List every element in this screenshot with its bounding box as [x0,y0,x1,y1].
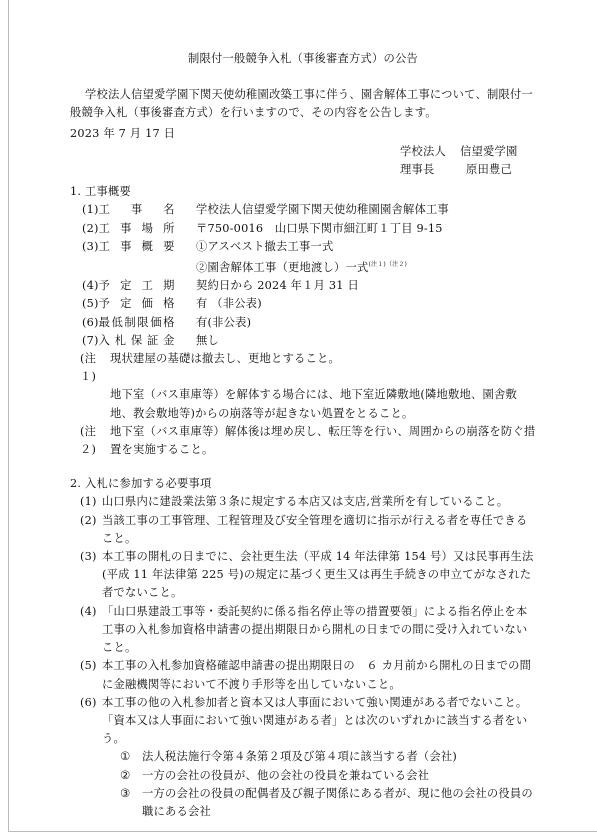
row-label: 予 定 工 期 [98,279,175,293]
item-text: 本工事の入札参加資格確認申請書の提出期限日の ６ カ月前から開札の日までの間に金融機関等において不渡り手形等を出していないこと。 [102,659,532,691]
row-number: (5) [82,297,99,311]
item-number: (4) [80,604,97,618]
issuer-role: 理事長 [400,163,435,177]
row-value: 有 （非公表) [196,297,262,311]
note-label: (注１) [80,352,97,384]
sub-item [70,767,536,785]
sub-item [70,748,536,766]
row-label: 工 事 場 所 [98,221,175,235]
section-heading: 2. 入札に参加する必要事項 [70,477,212,491]
overview-row [70,332,536,350]
row-number: (7) [82,333,99,347]
requirement-item [70,493,536,511]
sub-item-text: 一方の会社の役員が、他の会社の役員を兼ねている会社 [142,768,430,782]
item-text: 本工事の他の入札参加者と資本又は人事面において強い関連がある者でないこと。「資本又は人事面において強い関連がある者」とは次のいずれかに該当する者をいう。 [102,695,528,746]
issuer-person: 原田豊己 [466,163,512,177]
row-value: 学校法人信望愛学園下関天使幼稚園園舎解体工事 [196,203,449,217]
item-number: (6) [80,695,97,709]
item-number: (2) [80,513,97,527]
section-requirements [70,475,536,821]
row-number: (6) [82,315,99,329]
requirement-item [70,603,536,658]
notice-title: 制限付一般競争入札（事後審査方式）の公告 [188,52,418,65]
note-text: 現状建屋の基礎は撤去し、更地とすること。 [110,352,340,366]
item-number: (1) [80,495,97,509]
requirement-item [70,657,536,693]
row-number: (1) [82,203,99,217]
sub-item-text: 法人税法施行令第４条第２項及び第４項に該当する者（会社) [142,750,458,764]
requirement-item [70,512,536,548]
notice-date: 2023 年 7 月 17 日 [70,126,176,140]
sub-item [70,785,536,821]
requirement-item [70,694,536,749]
overview-row [70,295,536,313]
note-item [70,423,536,459]
intro-paragraph: 学校法人信望愛学園下関天使幼稚園改築工事に伴う、園舎解体工事について、制限付一般競争入札（事後審査方式）を行いますので、その内容を公告します。 [70,88,533,120]
row-value: ②園舎解体工事（更地渡し）一式 [196,261,369,275]
sub-item-number: ② [120,768,131,782]
note-text: 地下室（バス車庫等）解体後は埋め戻し、転圧等を行い、周囲からの崩落を防ぐ措置を実施すること。 [110,424,536,457]
row-number: (2) [82,221,99,235]
issuer-org-name: 信望愛学園 [460,144,518,158]
requirement-item [70,548,536,603]
section-overview [70,183,536,459]
row-label: 予 定 価 格 [98,297,175,311]
row-value: 〒750-0016 山口県下関市細江町１丁目 9-15 [196,221,443,235]
row-label: 工 事 名 [98,203,175,217]
overview-row [70,314,536,332]
note-continuation: 地下室（バス車庫等）を解体する場合には、地下室近隣敷地(隣地敷地、園舎敷地、教会敷地等)からの崩落等が起きない処置をとること。 [110,388,518,420]
sub-item-number: ③ [120,786,131,800]
item-number: (3) [80,550,97,564]
row-label: 入札保証金 [98,333,175,347]
issuer-org-label: 学校法人 [400,144,446,158]
issuer-block [70,143,536,179]
row-number: (3) [82,239,99,253]
row-value: 無し [196,333,219,347]
item-text: 当該工事の工事管理、工程管理及び安全管理を適切に指示が行える者を専任できること。 [102,513,528,545]
note-item [70,350,536,386]
note-reference: (注１)（注２) [368,261,408,269]
section-heading: 1. 工事概要 [70,185,131,199]
overview-row [70,277,536,295]
note-label: (注２) [80,424,97,457]
sub-item-text: 一方の会社の役員の配偶者及び親子関係にある者が、現に他の会社の役員の職にある会社 [142,786,533,818]
row-label: 最低制限価格 [98,315,175,329]
row-number: (4) [82,279,99,293]
item-text: 「山口県建設工事等・委託契約に係る指名停止等の措置要領」による指名停止を本工事の入札参加資格申請書の提出期限日から開札の日までの間に受け入れていないこと。 [102,604,528,655]
item-text: 本工事の開札の日までに、会社更生法（平成 14 年法律第 154 号）又は民事再生法(平成 11 年法律第 225 号)の規定に基づく更生又は再生手続きの申立てがなされた者でないこと。 [102,550,534,600]
row-value: ①アスベスト撤去工事一式 [196,239,334,253]
sub-item-number: ① [120,750,131,764]
overview-row [70,220,536,238]
notice-document [70,50,536,821]
item-number: (5) [80,659,97,673]
item-text: 山口県内に建設業法第３条に規定する本店又は支店,営業所を有していること。 [102,495,509,509]
overview-row [70,238,536,256]
row-label: 工 事 概 要 [98,239,175,253]
row-value: 有(非公表) [196,315,252,329]
row-value: 契約日から 2024 年１月 31 日 [196,279,359,293]
overview-row [70,256,536,277]
overview-row [70,201,536,219]
